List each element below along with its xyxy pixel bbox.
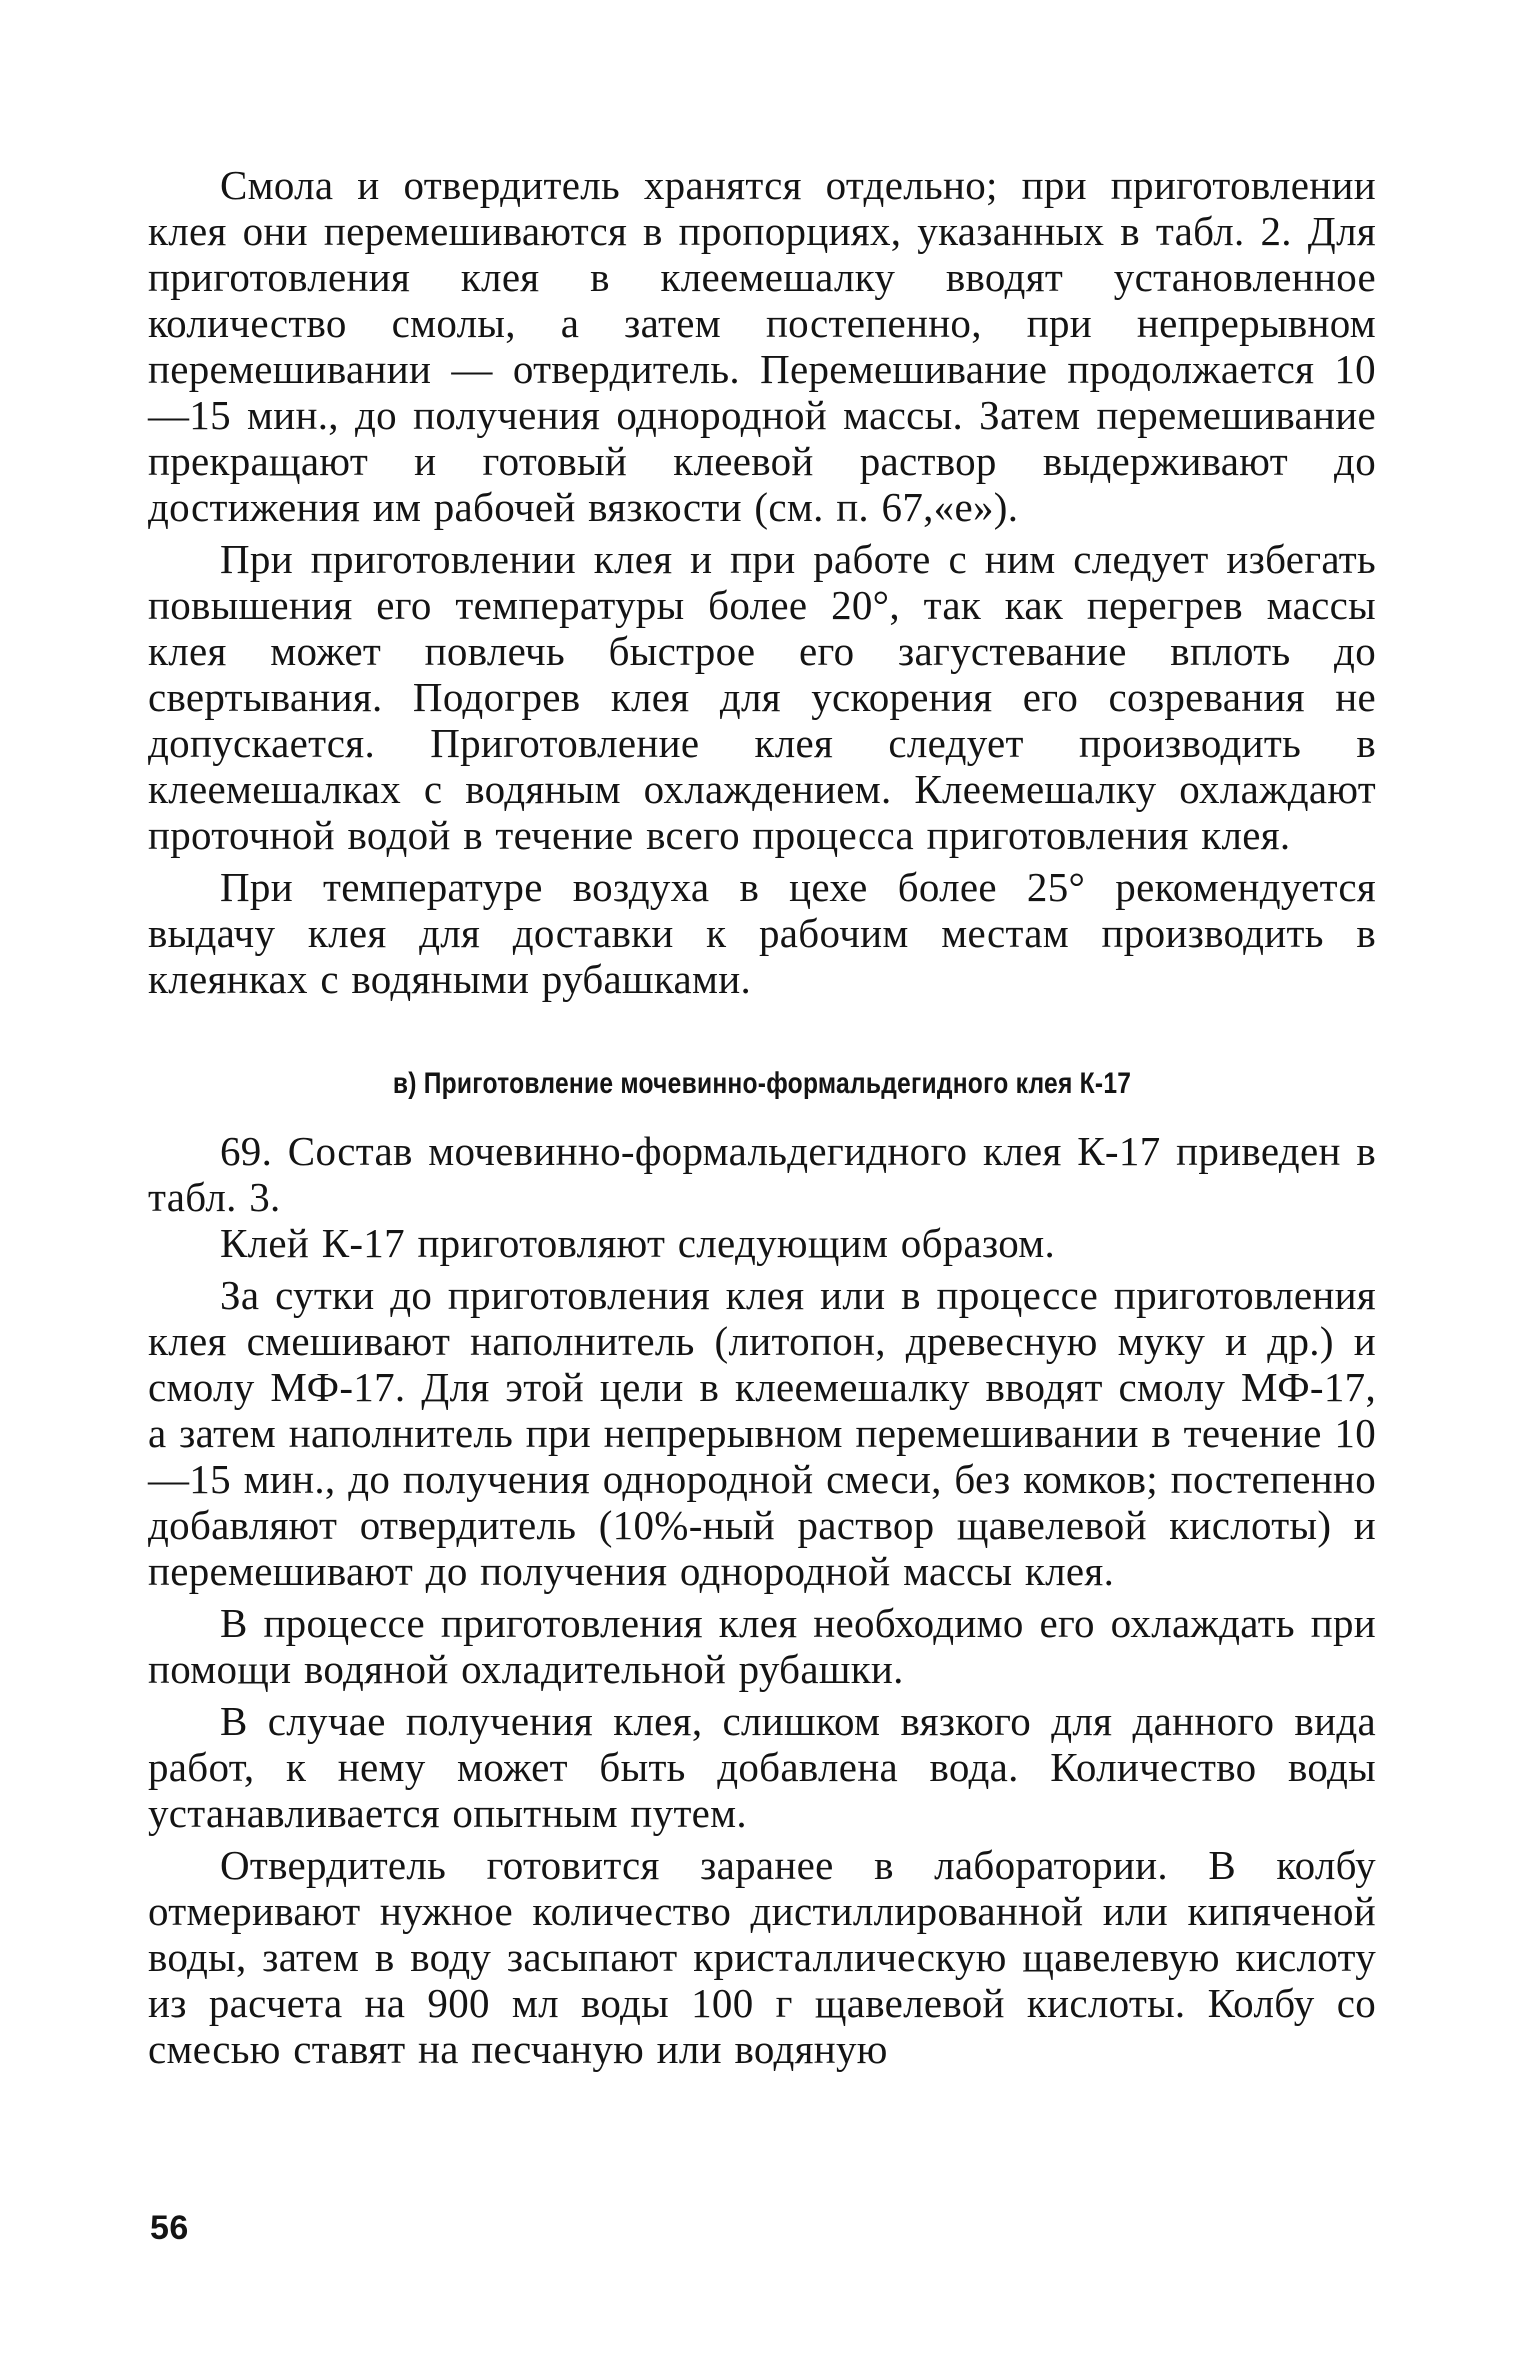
paragraph-viscosity: В случае получения клея, слишком вязкого для данного вида работ, к нему может быть добавлена вода. Количество воды устанавливается опытным путем. bbox=[148, 1698, 1376, 1836]
paragraph-preparation-intro: Клей К-17 приготовляют следующим образом. bbox=[220, 1220, 1056, 1266]
paragraph-mixing-filler: За сутки до приготовления клея или в процессе приготовления клея смешивают наполнитель (литопон, древесную муку и др.) и смолу МФ-17. Для этой цели в клеемешалку вводят смолу МФ-17, а затем наполнитель при непрерывном перемешивании в течение 10—15 мин., до получения однородной смеси, без комков; постепенно добавляют отвердитель (10%-ный раствор щавелевой кислоты) и перемешивают до получения однородной массы клея. bbox=[148, 1272, 1376, 1594]
paragraph-composition: 69. Состав мочевинно-формальдегидного клея К-17 приведен в табл. 3. bbox=[148, 1128, 1376, 1220]
paragraph-delivery: При температуре воздуха в цехе более 25° рекомендуется выдачу клея для доставки к рабочим местам производить в клеянках с водяными рубашками. bbox=[148, 864, 1376, 1002]
section-heading: в) Приготовление мочевинно-формальдегидного клея К-17 bbox=[392, 1067, 1132, 1100]
page-body bbox=[148, 162, 1376, 2072]
paragraph-temperature-control: При приготовлении клея и при работе с ним следует избегать повышения его температуры более 20°, так как перегрев массы клея может повлечь быстрое его загустевание вплоть до свертывания. Подогрев клея для ускорения его созревания не допускается. Приготовление клея следует производить в клеемешалках с водяным охлаждением. Клеемешалку охлаждают проточной водой в течение всего процесса приготовления клея. bbox=[148, 536, 1376, 858]
paragraph-resin-storage: Смола и отвердитель хранятся отдельно; при приготовлении клея они перемешиваются в пропорциях, указанных в табл. 2. Для приготовления клея в клеемешалку вводят установленное количество смолы, а затем постепенно, при непрерывном перемешивании — отвердитель. Перемешивание продолжается 10—15 мин., до получения однородной массы. Затем перемешивание прекращают и готовый клеевой раствор выдерживают до достижения им рабочей вязкости (см. п. 67,«е»). bbox=[148, 162, 1376, 530]
paragraph-hardener: Отвердитель готовится заранее в лаборатории. В колбу отмеривают нужное количество дистиллированной или кипяченой воды, затем в воду засыпают кристаллическую щавелевую кислоту из расчета на 900 мл воды 100 г щавелевой кислоты. Колбу со смесью ставят на песчаную или водяную bbox=[148, 1842, 1376, 2072]
paragraph-cooling: В процессе приготовления клея необходимо его охлаждать при помощи водяной охладительной рубашки. bbox=[148, 1600, 1376, 1692]
page-number: 56 bbox=[150, 2209, 189, 2247]
